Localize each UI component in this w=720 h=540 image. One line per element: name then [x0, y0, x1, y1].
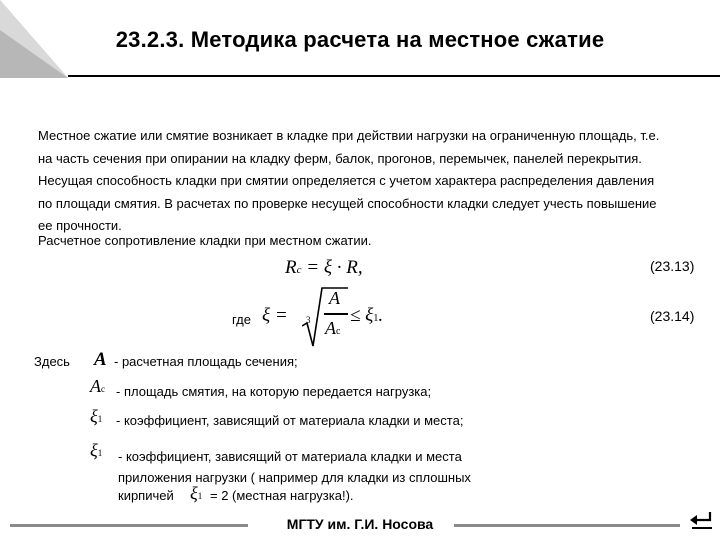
formula-23-13	[285, 257, 363, 279]
definition-text: - коэффициент, зависящий от материала кладки и места;	[116, 413, 464, 428]
page-title: 23.2.3. Методика расчета на местное сжатие	[115, 27, 605, 52]
paragraph-line: ее прочности.	[38, 218, 122, 234]
formula-rhs: ≤ ξ1.	[350, 305, 384, 326]
definition-text: - коэффициент, зависящий от материала кладки и места приложения нагрузки ( например для кладки из сплошных	[118, 449, 471, 485]
fraction-numerator: A	[329, 288, 340, 308]
where-label: где	[232, 312, 251, 327]
equation-number: (23.13)	[650, 258, 695, 274]
paragraph-line: Местное сжатие или смятие возникает в кладке при действии нагрузки на ограниченную площадь, т.е.	[38, 128, 660, 143]
symbol-xi1: ξ1	[90, 406, 103, 426]
symbol-xi1: ξ1	[90, 440, 103, 460]
root-index: 3	[306, 315, 311, 325]
title-underline	[68, 75, 720, 77]
equation-number: (23.14)	[650, 308, 695, 324]
paragraph-line: Несущая способность кладки при смятии определяется с учетом характера распределения давления	[38, 173, 655, 189]
definitions-intro: Здесь	[34, 354, 70, 369]
definition-text: - расчетная площадь сечения;	[114, 354, 298, 369]
fraction-bar	[324, 313, 348, 315]
symbol-A: A	[94, 349, 107, 370]
formula-lhs-sub: c	[296, 264, 302, 276]
definition-text: - площадь смятия, на которую передается нагрузка;	[116, 384, 432, 399]
fraction-denominator: Ac	[325, 318, 341, 338]
footer-text: МГТУ им. Г.И. Носова	[286, 516, 434, 532]
paragraph-line: на часть сечения при опирании на кладку ферм, балок, прогонов, перемычек, панелей перекрытия.	[38, 150, 642, 166]
symbol-Ac: Ac	[90, 376, 105, 396]
definition-last-suffix: = 2 (местная нагрузка!).	[210, 488, 354, 503]
formula-23-14	[262, 282, 402, 352]
formula-lhs: ξ =	[262, 305, 288, 326]
subheading: Расчетное сопротивление кладки при местном сжатии.	[38, 233, 372, 248]
formula-expr: = ξ · R,	[306, 257, 363, 278]
paragraph-line: по площади смятия. В расчетах по проверке несущей способности кладки следует учесть повышение	[38, 195, 657, 211]
return-arrow-icon[interactable]	[688, 508, 714, 532]
definition-last-prefix: кирпичей	[118, 488, 174, 503]
intro-paragraph	[38, 125, 710, 238]
formula-lhs: R	[285, 257, 297, 278]
symbol-xi1: ξ1	[190, 483, 203, 503]
